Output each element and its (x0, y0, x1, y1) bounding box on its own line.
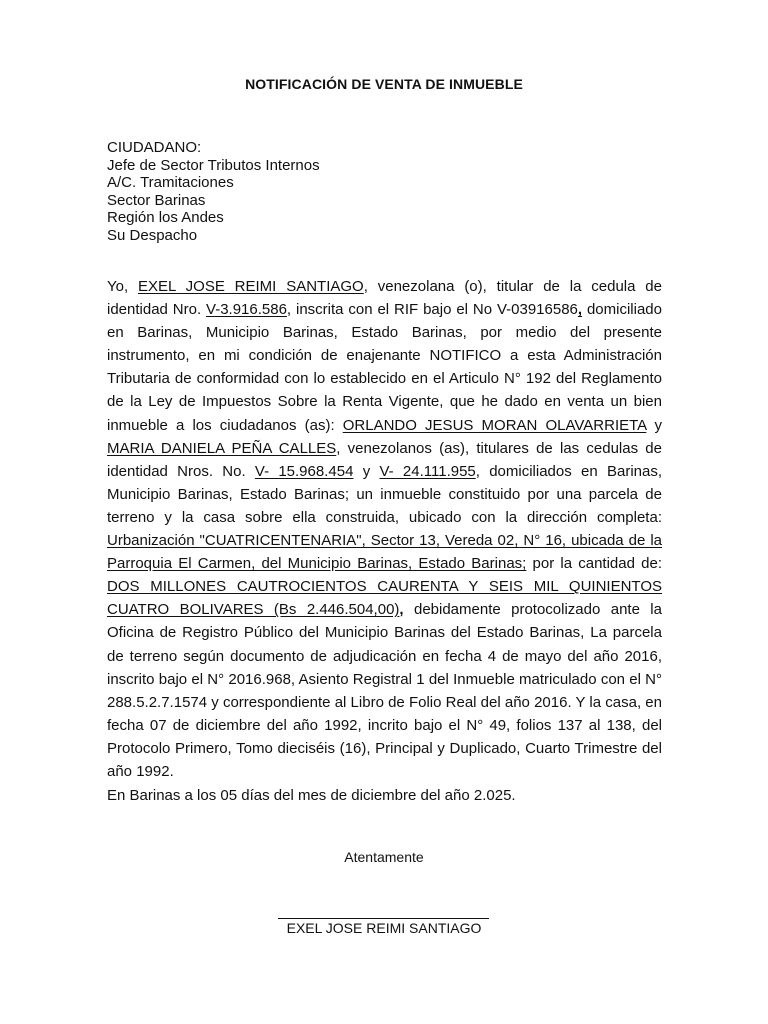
addressee-line: CIUDADANO: (107, 139, 202, 156)
seller-id: V-3.916.586 (206, 301, 287, 319)
body-text: y (646, 416, 662, 434)
sale-amount: DOS MILLONES CAUTROCIENTOS CAURENTA Y SEIS MIL QUINIENTOS CUATRO BOLIVARES (Bs 2.446.504,00) (107, 578, 662, 619)
buyer2-id: V- 24.111.955 (379, 462, 476, 480)
body-comma: , (577, 301, 583, 319)
place-date: En Barinas a los 05 días del mes de diciembre del año 2.025. (107, 787, 516, 804)
addressee-line: A/C. Tramitaciones (107, 174, 234, 192)
addressee-line: Sector Barinas (107, 191, 206, 209)
addressee-line: Su Despacho (107, 226, 198, 244)
body-text: debidamente protocolizado ante la Oficina de Registro Público del Municipio Barinas del Estado Barinas, La parcela de terreno según documento de adjudicación en fecha 4 de mayo del año 2016, inscrito bajo el N° 2016.968, Asiento Registral 1 del Inmueble matriculado con el N° 288.5.2.7.1574 y correspondiente al Libro de Folio Real del año 2016. Y la casa, en fecha 07 de diciembre del año 1992, incrito bajo el N° 49, folios 137 al 138, del Protocolo Primero, Tomo dieciséis (16), Principal y Duplicado, Cuarto Trimestre del año 1992. (107, 601, 662, 780)
body-text: Yo, (107, 278, 138, 295)
seller-name: EXEL JOSE REIMI SANTIAGO (138, 278, 364, 295)
body-paragraph (107, 275, 662, 783)
body-text: , inscrita con el RIF bajo el No V-03916586 (286, 301, 578, 319)
body-text: , venezolanos (as), titulares de las cedulas de identidad Nros. No. (107, 439, 662, 480)
body-comma: , (399, 601, 404, 619)
body-text: por la cantidad de: (526, 555, 662, 573)
buyer1-id: V- 15.968.454 (254, 462, 354, 480)
buyer2-name: MARIA DANIELA PEÑA CALLES (107, 439, 337, 457)
addressee-block (107, 139, 320, 245)
signature-line (278, 918, 489, 919)
addressee-line: Región los Andes (107, 209, 224, 227)
property-address: Urbanización "CUATRICENTENARIA", Sector 13, Vereda 02, N° 16, ubicada de la Parroquia El Carmen, del Municipio Barinas, Estado Barinas; (107, 532, 662, 573)
signature-name: EXEL JOSE REIMI SANTIAGO (286, 920, 482, 936)
body-text: domiciliado en Barinas, Municipio Barinas, Estado Barinas, por medio del presente instrumento, en mi condición de enajenante NOTIFICO a esta Administración Tributaria de conformidad con lo establecido en el Articulo N° 192 del Reglamento de la Ley de Impuestos Sobre la Renta Vigente, que he dado en venta un bien inmueble a los ciudadanos (as): (107, 301, 662, 434)
body-text: , venezolana (o), titular de la cedula de identidad Nro. (107, 278, 662, 319)
buyer1-name: ORLANDO JESUS MORAN OLAVARRIETA (342, 416, 647, 434)
body-text: , domiciliados en Barinas, Municipio Barinas, Estado Barinas; un inmueble constituido por una parcela de terreno y la casa sobre ella construida, ubicado con la dirección completa: (107, 462, 662, 526)
document-title: NOTIFICACIÓN DE VENTA DE INMUEBLE (245, 76, 523, 92)
addressee-line: Jefe de Sector Tributos Internos (107, 156, 320, 174)
closing-regards: Atentamente (344, 849, 424, 865)
body-text: y (353, 462, 380, 480)
